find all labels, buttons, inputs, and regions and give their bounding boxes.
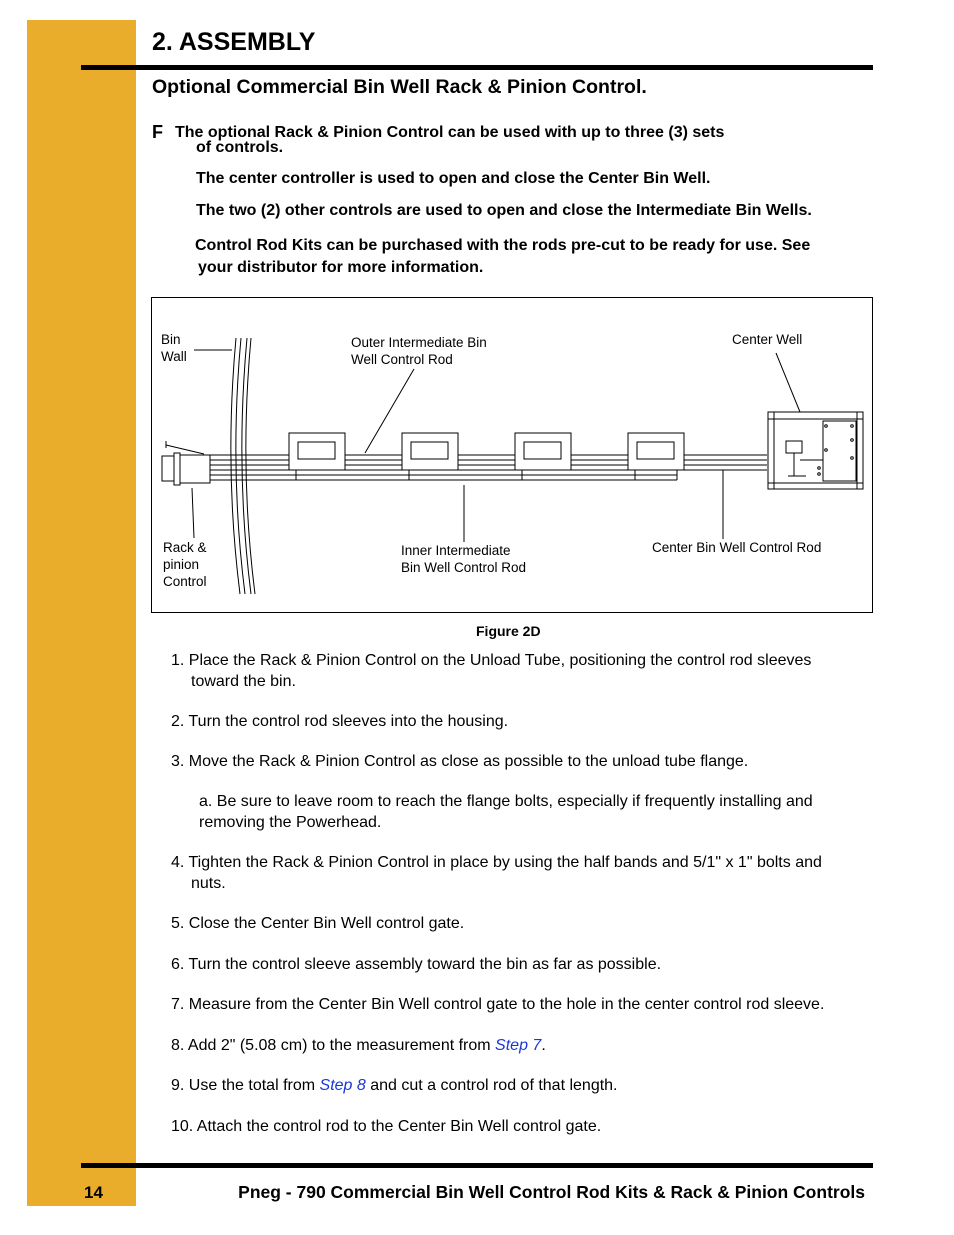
label-inner-intermediate-rod: Inner Intermediate Bin Well Control Rod: [401, 543, 527, 575]
rack-handle: [166, 445, 204, 454]
step-7: 7. Measure from the Center Bin Well control gate to the hole in the center control rod sleeve.: [171, 996, 825, 1013]
step-5: 5. Close the Center Bin Well control gate.: [171, 915, 465, 932]
side-color-band: [27, 20, 136, 1206]
section-title: 2. ASSEMBLY: [152, 28, 316, 56]
step-6: 6. Turn the control sleeve assembly toward the bin as far as possible.: [171, 956, 662, 973]
bin-well-box: [402, 433, 458, 470]
center-gate-window: [786, 441, 802, 453]
page-number: 14: [84, 1183, 103, 1202]
bolt: [818, 473, 821, 476]
step-3a: a. Be sure to leave room to reach the flange bolts, especially if frequently installing and removing the Powerhead.: [199, 793, 813, 831]
bolt: [818, 467, 821, 470]
rack-flange: [162, 456, 174, 481]
center-gate-plate: [823, 421, 856, 481]
bolt: [851, 425, 854, 428]
bin-wall-line: [231, 338, 240, 594]
center-well-outer: [768, 412, 863, 489]
header-rule: [81, 65, 873, 70]
step-3: 3. Move the Rack & Pinion Control as close as possible to the unload tube flange.: [171, 753, 749, 770]
step-8-link[interactable]: Step 8: [319, 1077, 366, 1094]
bolt: [825, 425, 828, 428]
intro-paragraph-3: The two (2) other controls are used to open and close the Intermediate Bin Wells.: [196, 202, 812, 219]
bolt: [851, 439, 854, 442]
bolt: [851, 457, 854, 460]
step-1: 1. Place the Rack & Pinion Control on the Unload Tube, positioning the control rod sleeves toward the bin.: [171, 652, 812, 690]
bin-well-box: [289, 433, 345, 470]
rack-collar: [174, 453, 180, 485]
label-outer-intermediate-rod: Outer Intermediate Bin Well Control Rod: [351, 335, 487, 367]
step-8: 8. Add 2" (5.08 cm) to the measurement from Step 7.: [171, 1037, 546, 1054]
center-well-leader: [776, 353, 800, 412]
intro-paragraph-4-line-2: your distributor for more information.: [198, 259, 484, 276]
rack-leader: [192, 488, 194, 538]
step-10: 10. Attach the control rod to the Center Bin Well control gate.: [171, 1118, 602, 1135]
figure-caption: Figure 2D: [476, 623, 541, 639]
footer-title: Pneg - 790 Commercial Bin Well Control Rod Kits & Rack & Pinion Controls: [238, 1182, 865, 1202]
step-4: 4. Tighten the Rack & Pinion Control in place by using the half bands and 5/1" x 1" bolts and nuts.: [171, 854, 822, 892]
figure-2d: [151, 297, 873, 613]
intro-line-2: of controls.: [196, 139, 284, 156]
paragraph-marker: F: [152, 122, 163, 142]
bin-well-box: [515, 433, 571, 470]
rack-housing: [180, 455, 210, 483]
label-center-well: Center Well: [732, 332, 803, 347]
bolt: [825, 449, 828, 452]
page-subtitle: Optional Commercial Bin Well Rack & Pinion Control.: [152, 76, 647, 98]
intro-paragraph-4-line-1: Control Rod Kits can be purchased with the rods pre-cut to be ready for use. See: [195, 237, 811, 254]
label-rack-pinion-control: Rack & pinion Control: [163, 540, 207, 589]
intro-paragraph-2: The center controller is used to open and close the Center Bin Well.: [196, 170, 711, 187]
intro-line-1: The optional Rack & Pinion Control can be used with up to three (3) sets: [175, 124, 725, 141]
footer-rule: [81, 1163, 873, 1168]
bin-well-box: [628, 433, 684, 470]
step-7-link[interactable]: Step 7: [495, 1037, 542, 1054]
step-2: 2. Turn the control rod sleeves into the housing.: [171, 713, 509, 730]
step-9: 9. Use the total from Step 8 and cut a control rod of that length.: [171, 1077, 618, 1094]
label-center-bin-well-rod: Center Bin Well Control Rod: [652, 540, 822, 555]
label-bin-wall: Bin Wall: [161, 332, 187, 364]
